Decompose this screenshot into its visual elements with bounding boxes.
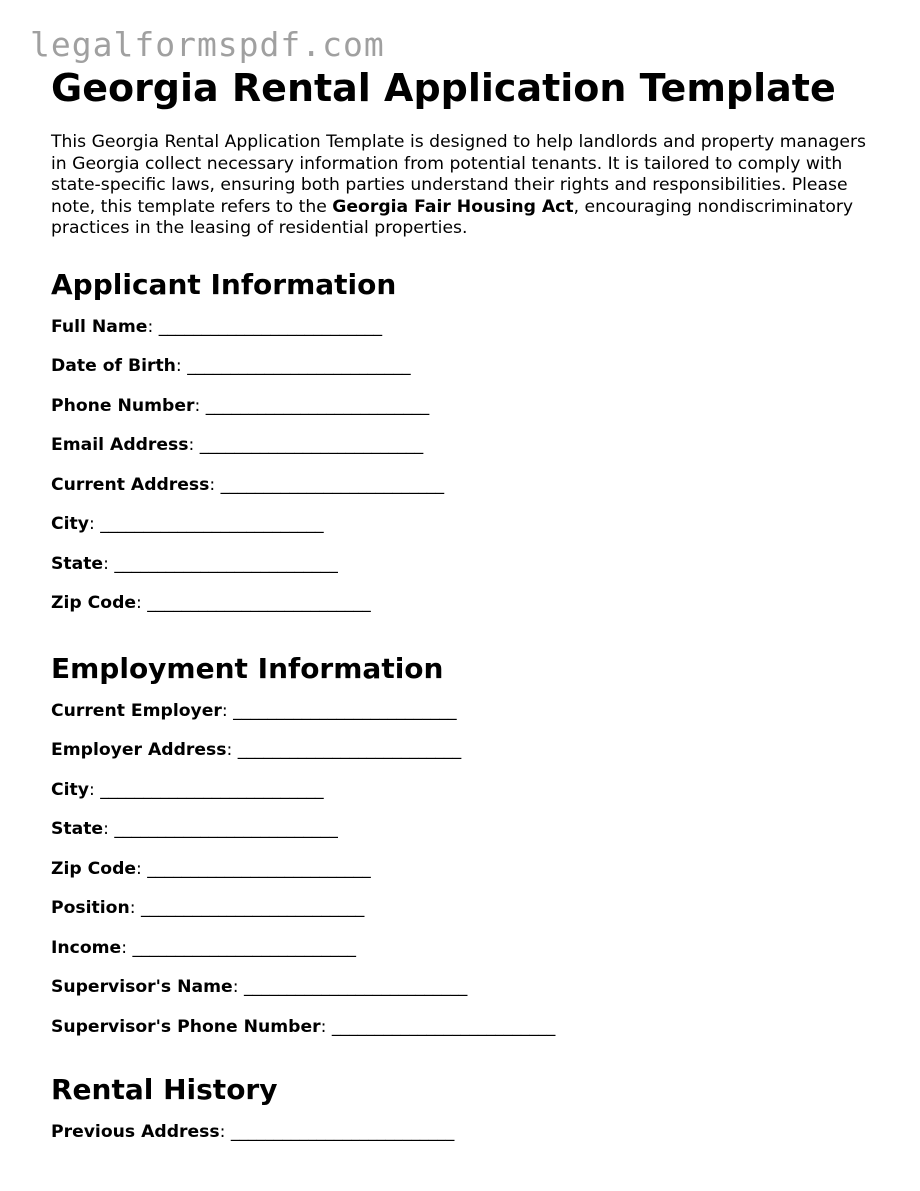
field-label: Email Address — [51, 435, 189, 455]
blank-line[interactable]: __________________________ — [187, 356, 411, 376]
field-label: Zip Code — [51, 593, 137, 613]
field-label: Phone Number — [51, 395, 195, 416]
field-label: Supervisor's Phone Number — [51, 1016, 321, 1037]
blank-line[interactable]: __________________________ — [100, 514, 324, 534]
field-label: Zip Code — [51, 858, 137, 879]
employment-fields — [51, 700, 881, 1056]
intro-paragraph — [51, 132, 881, 240]
blank-line[interactable]: __________________________ — [147, 593, 371, 613]
employment-heading: Employment Information — [51, 651, 444, 685]
applicant-heading: Applicant Information — [51, 267, 397, 301]
field-email-address[interactable]: Email Address: __________________________ — [51, 435, 424, 455]
field-zip-code[interactable]: Zip Code: __________________________ — [51, 593, 371, 613]
field-employer-address[interactable]: Employer Address: __________________________ — [51, 740, 462, 760]
field-label: Current Address — [51, 474, 210, 495]
field-label: Position — [51, 898, 130, 918]
intro-text-2: , encouraging nondiscriminatory practices in the leasing of residential properties. — [51, 196, 854, 238]
field-label: State — [51, 819, 104, 839]
field-label: Income — [51, 937, 122, 958]
field-full-name[interactable]: Full Name: __________________________ — [51, 316, 383, 337]
field-current-address[interactable]: Current Address: __________________________ — [51, 474, 445, 495]
blank-line[interactable]: __________________________ — [199, 435, 424, 455]
blank-line[interactable]: __________________________ — [243, 977, 468, 997]
applicant-fields — [51, 316, 881, 632]
document-page — [51, 66, 881, 1161]
watermark: legalformspdf.com — [30, 25, 385, 64]
field-label: Employer Address — [51, 740, 227, 760]
field-label: Full Name — [51, 316, 148, 337]
field-supervisor-name[interactable]: Supervisor's Name: __________________________ — [51, 977, 468, 997]
field-date-of-birth[interactable]: Date of Birth: __________________________ — [51, 356, 411, 376]
blank-line[interactable]: __________________________ — [114, 819, 338, 839]
rental-history-heading: Rental History — [51, 1073, 278, 1106]
field-label: Supervisor's Name — [51, 977, 233, 997]
field-employer-state[interactable]: State: __________________________ — [51, 819, 338, 839]
rental-history-fields — [51, 1121, 881, 1161]
intro-text-1: This Georgia Rental Application Template is designed to help landlords and property managers in Georgia collect necessary information from potential tenants. It is tailored to comply with state-specific laws, ensuring both parties understand their rights and responsibilities. Please note, this template refers to the — [51, 132, 867, 217]
field-label: Current Employer — [51, 700, 222, 721]
blank-line[interactable]: __________________________ — [233, 700, 457, 721]
blank-line[interactable]: __________________________ — [100, 779, 324, 800]
intro-bold-act: Georgia Fair Housing Act — [332, 196, 574, 217]
field-label: City — [51, 779, 89, 800]
field-income[interactable]: Income: __________________________ — [51, 937, 356, 958]
field-city[interactable]: City: __________________________ — [51, 514, 324, 534]
page-title: Georgia Rental Application Template — [51, 66, 836, 110]
field-label: State — [51, 553, 104, 574]
blank-line[interactable]: __________________________ — [114, 553, 338, 574]
blank-line[interactable]: __________________________ — [237, 740, 462, 760]
blank-line[interactable]: __________________________ — [205, 395, 430, 416]
blank-line[interactable]: __________________________ — [140, 898, 365, 918]
field-supervisor-phone[interactable]: Supervisor's Phone Number: __________________________ — [51, 1016, 556, 1037]
field-state[interactable]: State: __________________________ — [51, 553, 338, 574]
field-label: Date of Birth — [51, 356, 176, 376]
field-position[interactable]: Position: __________________________ — [51, 898, 365, 918]
field-label: Previous Address — [51, 1122, 220, 1142]
field-previous-address[interactable]: Previous Address: __________________________ — [51, 1122, 455, 1142]
blank-line[interactable]: __________________________ — [147, 858, 371, 879]
blank-line[interactable]: __________________________ — [220, 474, 445, 495]
field-label: City — [51, 514, 89, 534]
blank-line[interactable]: __________________________ — [331, 1016, 556, 1037]
field-phone-number[interactable]: Phone Number: __________________________ — [51, 395, 430, 416]
blank-line[interactable]: __________________________ — [132, 937, 356, 958]
blank-line[interactable]: __________________________ — [230, 1122, 455, 1142]
blank-line[interactable]: __________________________ — [158, 316, 383, 337]
field-current-employer[interactable]: Current Employer: __________________________ — [51, 700, 457, 721]
field-employer-city[interactable]: City: __________________________ — [51, 779, 324, 800]
field-employer-zip-code[interactable]: Zip Code: __________________________ — [51, 858, 371, 879]
